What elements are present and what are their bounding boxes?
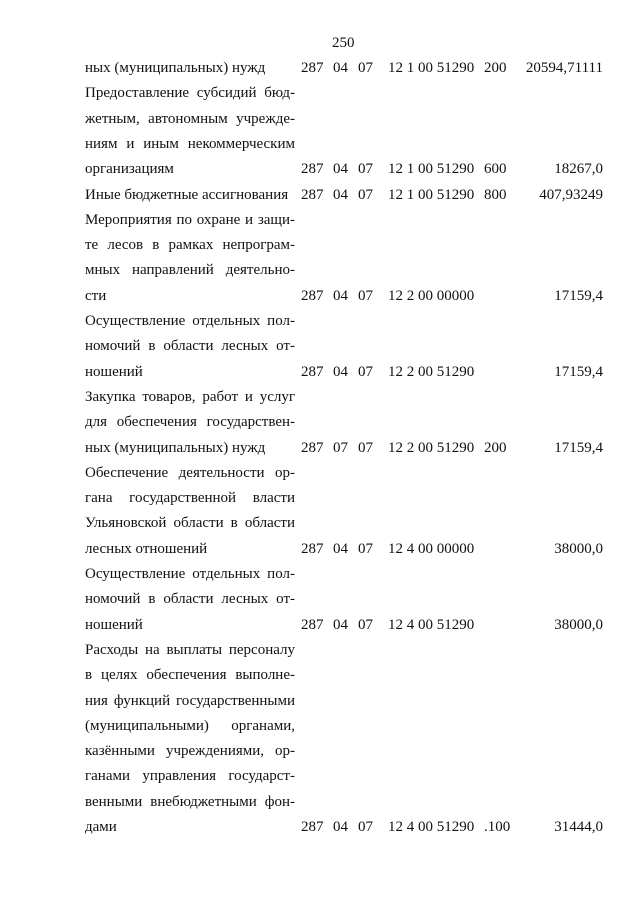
subsection-code: 07: [358, 363, 373, 380]
row-description-line: Предоставление субсидий бюд-: [85, 85, 295, 102]
row-description-line: дами: [85, 819, 117, 835]
row-description-line: Мероприятия по охране и защи-: [85, 211, 295, 228]
row-description-line: для обеспечения государствен-: [85, 414, 295, 431]
row-description-line: ниям и иным некоммерческим: [85, 135, 295, 152]
row-description-line: Иные бюджетные ассигнования: [85, 186, 289, 203]
ministry-code: 287: [301, 363, 324, 380]
row-description-line: Обеспечение деятельности ор-: [85, 464, 295, 481]
target-article-code: 12 4 00 00000: [388, 540, 475, 557]
expense-type-code: 600: [484, 161, 507, 178]
row-description-line: номочий в области лесных от-: [85, 338, 295, 355]
subsection-code: 07: [358, 186, 373, 203]
row-description-line: мных направлений деятельно-: [85, 262, 295, 279]
section-code: 04: [333, 363, 348, 380]
amount-value: 31444,0: [554, 819, 603, 835]
ministry-code: 287: [301, 439, 324, 456]
section-code: 04: [333, 540, 348, 557]
row-description-line: ношений: [85, 616, 143, 633]
row-description-line: Ульяновской области в области: [85, 515, 295, 532]
row-description-line: в целях обеспечения выполне-: [85, 667, 295, 684]
amount-value: 17159,4: [554, 287, 603, 304]
row-description-line: казёнными учреждениями, ор-: [85, 743, 295, 760]
row-description-line: венными внебюджетными фон-: [85, 793, 295, 810]
row-description-line: Осуществление отдельных пол-: [85, 566, 295, 582]
ministry-code: 287: [301, 161, 324, 178]
subsection-code: 07: [358, 60, 373, 76]
row-description-line: те лесов в рамках непрограм-: [85, 237, 295, 254]
section-code: 04: [333, 186, 348, 203]
row-description-line: ных (муниципальных) нужд: [85, 60, 266, 76]
row-description-line: (муниципальными) органами,: [85, 717, 295, 734]
row-description-line: Осуществление отдельных пол-: [85, 313, 295, 329]
section-code: 04: [333, 287, 348, 304]
target-article-code: 12 4 00 51290: [388, 616, 475, 633]
target-article-code: 12 2 00 51290: [388, 439, 475, 456]
section-code: 07: [333, 439, 348, 456]
subsection-code: 07: [358, 161, 373, 178]
amount-value: 17159,4: [554, 439, 603, 456]
amount-value: 38000,0: [554, 540, 603, 557]
row-description-line: ния функций государственными: [85, 692, 295, 709]
amount-value: 20594,71111: [525, 60, 603, 76]
amount-value: 17159,4: [554, 363, 603, 380]
row-description-line: гана государственной власти: [85, 490, 295, 507]
expense-type-code: 800: [484, 186, 507, 203]
ministry-code: 287: [301, 186, 324, 203]
target-article-code: 12 4 00 51290: [388, 819, 475, 835]
row-description-line: организациям: [85, 161, 174, 178]
ministry-code: 287: [301, 287, 324, 304]
subsection-code: 07: [358, 287, 373, 304]
amount-value: 407,93249: [539, 186, 603, 203]
page-number: 250: [332, 35, 355, 51]
target-article-code: 12 2 00 00000: [388, 287, 475, 304]
row-description-line: Расходы на выплаты персоналу: [85, 641, 295, 658]
amount-value: 38000,0: [554, 616, 603, 633]
subsection-code: 07: [358, 540, 373, 557]
row-description-line: ганами управления государст-: [85, 768, 295, 785]
row-description-line: ных (муниципальных) нужд: [85, 439, 266, 456]
section-code: 04: [333, 60, 348, 76]
row-description-line: жетным, автономным учрежде-: [85, 110, 295, 127]
target-article-code: 12 2 00 51290: [388, 363, 475, 380]
section-code: 04: [333, 616, 348, 633]
section-code: 04: [333, 819, 348, 835]
target-article-code: 12 1 00 51290: [388, 60, 475, 76]
expense-type-code: 200: [484, 60, 507, 76]
row-description-line: лесных отношений: [85, 540, 208, 557]
amount-value: 18267,0: [554, 161, 603, 178]
section-code: 04: [333, 161, 348, 178]
expense-type-code: .100: [484, 819, 511, 835]
ministry-code: 287: [301, 819, 324, 835]
expense-type-code: 200: [484, 439, 507, 456]
ministry-code: 287: [301, 616, 324, 633]
target-article-code: 12 1 00 51290: [388, 161, 475, 178]
row-description-line: сти: [85, 287, 107, 304]
row-description-line: Закупка товаров, работ и услуг: [85, 388, 295, 405]
ministry-code: 287: [301, 60, 324, 76]
subsection-code: 07: [358, 439, 373, 456]
row-description-line: ношений: [85, 363, 143, 380]
subsection-code: 07: [358, 616, 373, 633]
subsection-code: 07: [358, 819, 373, 835]
ministry-code: 287: [301, 540, 324, 557]
row-description-line: номочий в области лесных от-: [85, 591, 295, 608]
target-article-code: 12 1 00 51290: [388, 186, 475, 203]
